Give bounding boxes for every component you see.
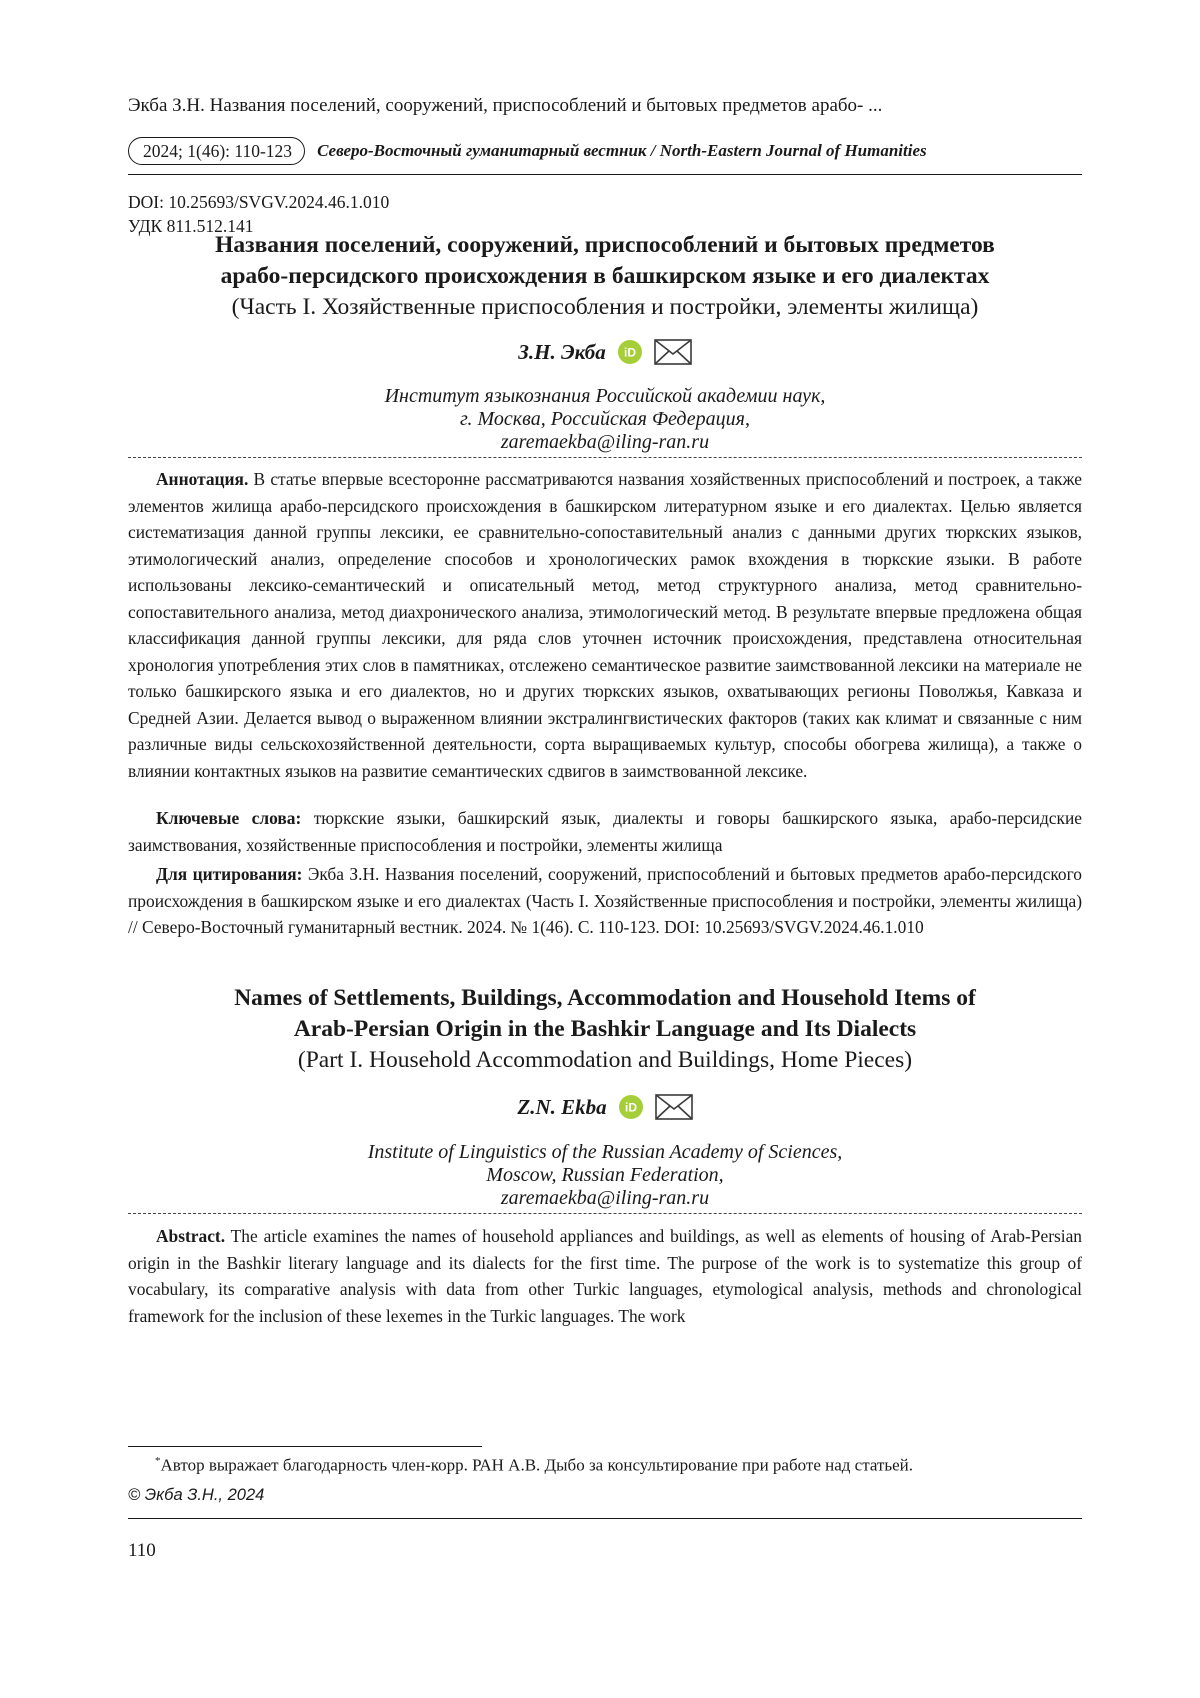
en-author-row [128, 1094, 1082, 1120]
en-title-line-1: Names of Settlements, Buildings, Accommodation and Household Items of [234, 985, 976, 1011]
en-subtitle: (Part I. Household Accommodation and Buildings, Home Pieces) [297, 1047, 913, 1073]
ru-author-row [128, 339, 1082, 365]
orcid-icon[interactable] [619, 1095, 643, 1119]
ru-title-line-2: арабо-персидского происхождения в башкирском языке и его диалектах [220, 263, 990, 289]
ru-abstract-label: Аннотация. [156, 469, 249, 489]
journal-header [128, 136, 1082, 166]
envelope-icon[interactable] [654, 339, 692, 365]
ru-citation-text: Экба З.Н. Названия поселений, сооружений, приспособлений и бытовых предметов арабо-персидского происхождения в башкирском языке и его диалектах (Часть I. Хозяйственные приспособления и постройки, элементы жилища) // Северо-Восточный гуманитарный вестник. 2024. № 1(46). С. 110-123. DOI: 10.25693/SVGV.2024.46.1.010 [128, 864, 1082, 937]
ru-affiliation [128, 385, 1082, 454]
svg-text:iD: iD [624, 1100, 637, 1115]
footnote-mark: * [155, 1455, 161, 1467]
orcid-icon[interactable] [618, 340, 642, 364]
en-affiliation-institute: Institute of Linguistics of the Russian Academy of Sciences, [367, 1141, 843, 1163]
footnote-text: Автор выражает благодарность член-корр. РАН А.В. Дыбо за консультирование при работе над статьей. [160, 1455, 914, 1475]
ru-keywords-label: Ключевые слова: [156, 808, 302, 828]
header-divider [128, 174, 1082, 175]
ru-citation-label: Для цитирования: [156, 864, 303, 884]
ru-affiliation-city: г. Москва, Российская Федерация, [460, 408, 750, 430]
ru-email[interactable]: zaremaekba@iling-ran.ru [500, 431, 710, 453]
ru-affiliation-institute: Институт языкознания Российской академии наук, [384, 385, 826, 407]
page-number: 110 [128, 1540, 156, 1561]
en-title-block [128, 983, 1082, 1076]
footnote [155, 1455, 913, 1476]
footer-divider [128, 1518, 1082, 1519]
doi[interactable]: DOI: 10.25693/SVGV.2024.46.1.010 [128, 192, 390, 212]
ru-citation [128, 861, 1082, 941]
en-affiliation-city: Moscow, Russian Federation, [486, 1164, 724, 1186]
en-abstract-label: Abstract. [156, 1226, 226, 1246]
ru-abstract-text: В статье впервые всесторонне рассматриваются названия хозяйственных приспособлений и построек, а также элементов жилища арабо-персидского происхождения в башкирском литературном языке и его диалектах. Целью является систематизация данной группы лексики, ее сравнительно-сопоставительный анализ с данными других тюркских языков, этимологический анализ, определение способов и хронологических рамок вхождения в тюркские языки. В работе использованы лексико-семантический и описательный метод, метод структурного анализа, метод сравнительно-сопоставительного анализа, метод диахронического анализа, этимологический метод. В результате впервые предложена общая классификация данной группы лексики, для ряда слов уточнен источник происхождения, представлена относительная хронология употребления этих слов в памятниках, отслежено семантическое развитие заимствованной лексики на материале не только башкирского языка и его диалектов, но и других тюркских языков, охватывающих регионы Поволжья, Кавказа и Средней Азии. Делается вывод о выраженном влиянии экстралингвистических факторов (таких как климат и связанные с ним различные виды сельскохозяйственной деятельности, сорта выращиваемых культур, способы обогрева жилища), а также о влиянии контактных языков на развитие семантических сдвигов в заимствованной лексике. [128, 469, 1082, 781]
en-abstract [128, 1223, 1082, 1331]
en-title-line-2: Arab-Persian Origin in the Bashkir Language and Its Dialects [293, 1016, 917, 1042]
en-email[interactable]: zaremaekba@iling-ran.ru [500, 1187, 710, 1209]
ru-subtitle: (Часть I. Хозяйственные приспособления и постройки, элементы жилища) [231, 294, 979, 320]
issue-badge: 2024; 1(46): 110-123 [128, 137, 305, 165]
footnote-divider [128, 1446, 482, 1447]
ru-title-line-1: Названия поселений, сооружений, приспособлений и бытовых предметов [215, 232, 995, 258]
ru-author-name: З.Н. Экба [518, 339, 606, 364]
running-title: Экба З.Н. Названия поселений, сооружений, приспособлений и бытовых предметов арабо- ... [128, 95, 883, 116]
ru-dashed-divider [128, 457, 1082, 458]
ru-keywords-text: тюркские языки, башкирский язык, диалекты и говоры башкирского языка, арабо-персидские заимствования, хозяйственные приспособления и постройки, элементы жилища [128, 808, 1082, 855]
ru-abstract [128, 466, 1082, 784]
journal-title: Северо-Восточный гуманитарный вестник / North-Eastern Journal of Humanities [317, 141, 927, 160]
udk: УДК 811.512.141 [128, 216, 254, 236]
ru-title-block [128, 230, 1082, 323]
en-affiliation [128, 1141, 1082, 1210]
ru-keywords [128, 805, 1082, 858]
en-author-name: Z.N. Ekba [517, 1094, 607, 1119]
copyright: © Экба З.Н., 2024 [128, 1486, 265, 1504]
svg-text:iD: iD [623, 345, 636, 360]
envelope-icon[interactable] [655, 1094, 693, 1120]
en-dashed-divider [128, 1213, 1082, 1214]
en-abstract-text: The article examines the names of household appliances and buildings, as well as elements of housing of Arab-Persian origin in the Bashkir literary language and its dialects for the first time. The purpose of the work is to systematize this group of vocabulary, its comparative analysis with data from other Turkic languages, etymological analysis, methods and chronological framework for the inclusion of these lexemes in the Turkic languages. The work [128, 1226, 1082, 1326]
